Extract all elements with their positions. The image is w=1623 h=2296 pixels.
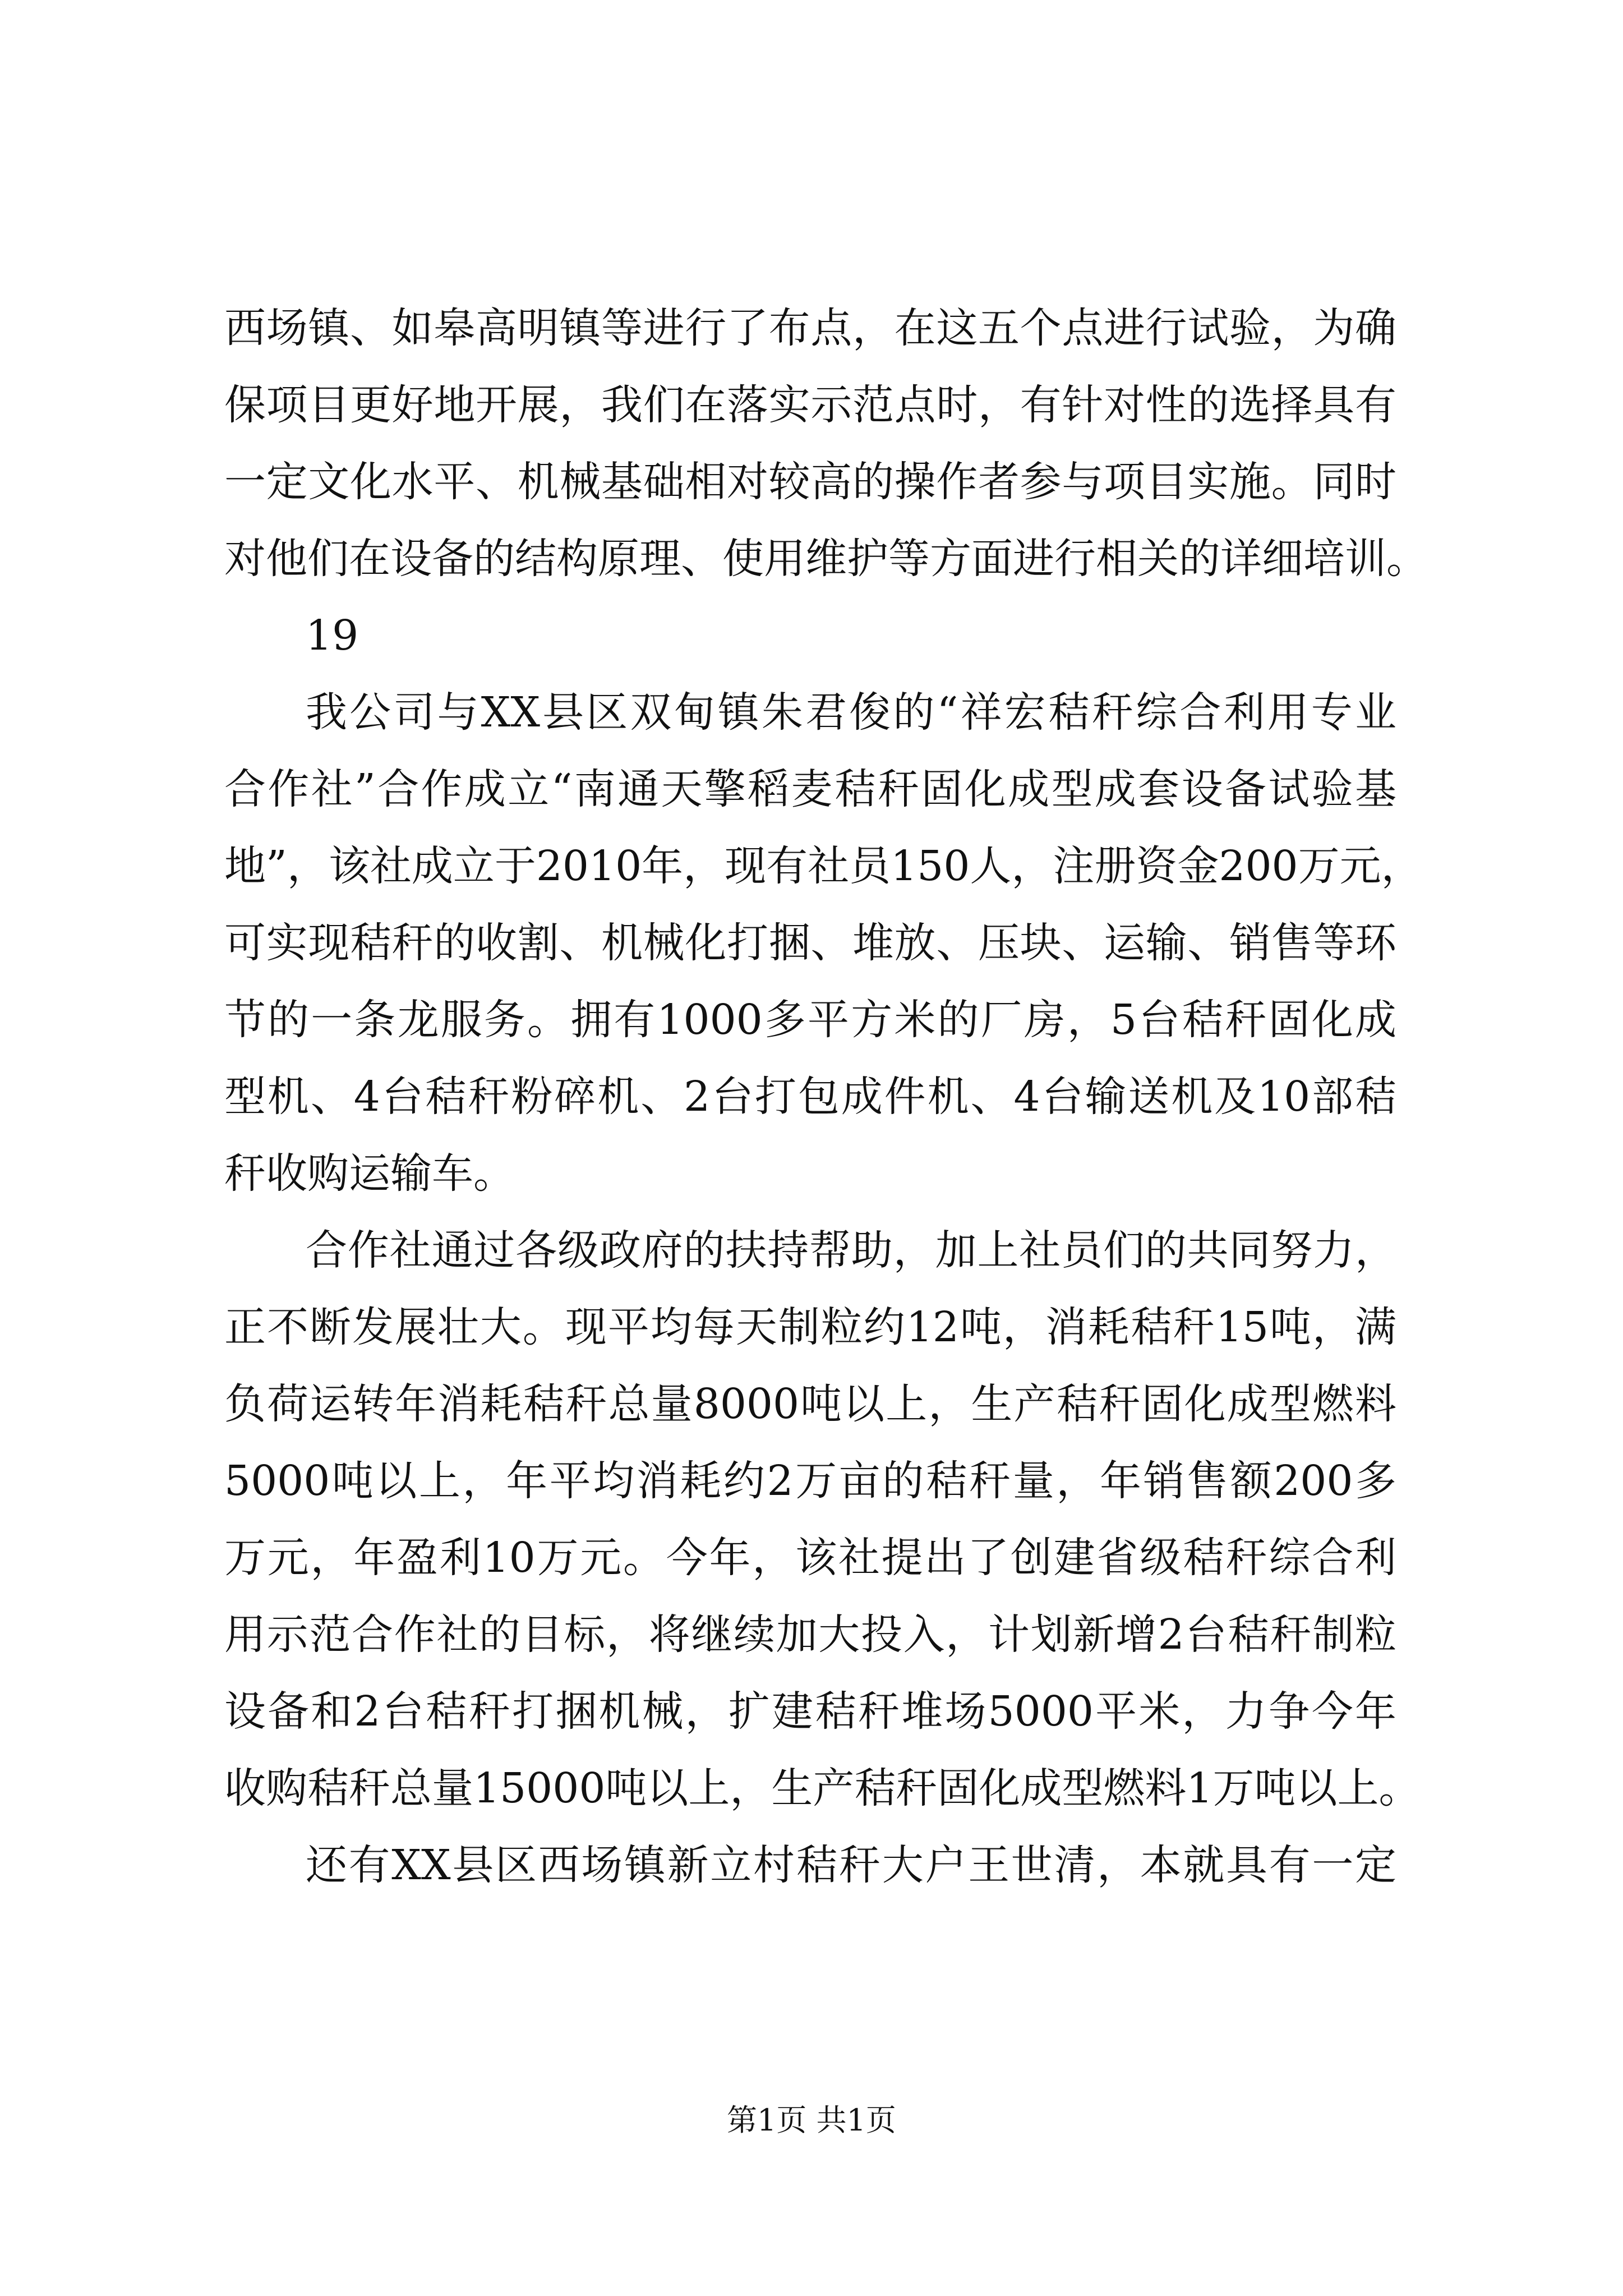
text-line-content: 用示范合作社的目标，将继续加大投入，计划新增2台秸秆制粒 xyxy=(224,1611,1396,1659)
text-line-content: 保项目更好地开展，我们在落实示范点时，有针对性的选择具有 xyxy=(224,381,1396,429)
text-line-content: 5000吨以上，年平均消耗约2万亩的秸秆量，年销售额200多 xyxy=(224,1457,1396,1505)
text-line-content: 合作社通过各级政府的扶持帮助，加上社员们的共同努力， xyxy=(306,1226,1396,1274)
text-line-content: 秆收购运输车。 xyxy=(224,1149,515,1198)
page-footer xyxy=(0,2101,1623,2140)
text-line-content: 节的一条龙服务。拥有1000多平方米的厂房，5台秸秆固化成 xyxy=(224,996,1396,1044)
text-line-content: 可实现秸秆的收割、机械化打捆、堆放、压块、运输、销售等环 xyxy=(224,919,1396,967)
text-line-content: 对他们在设备的结构原理、使用维护等方面进行相关的详细培训。 xyxy=(224,535,1428,583)
text-line-content: 西场镇、如皋高明镇等进行了布点，在这五个点进行试验，为确 xyxy=(224,304,1396,352)
text-line-content: 还有XX县区西场镇新立村秸秆大户王世清，本就具有一定 xyxy=(306,1841,1396,1889)
text-line-content: 正不断发展壮大。现平均每天制粒约12吨，消耗秸秆15吨，满 xyxy=(224,1303,1396,1351)
text-line-content: 合作社”合作成立“南通天擎稻麦秸秆固化成型成套设备试验基 xyxy=(224,765,1396,813)
text-line-content: 型机、4台秸秆粉碎机、2台打包成件机、4台输送机及10部秸 xyxy=(224,1073,1396,1121)
text-line-content: 我公司与XX县区双甸镇朱君俊的“祥宏秸秆综合利用专业 xyxy=(306,688,1396,737)
text-line-content: 一定文化水平、机械基础相对较高的操作者参与项目实施。同时 xyxy=(224,458,1396,506)
page-number-label: 第1页 共1页 xyxy=(727,2102,896,2138)
text-line-content: 万元，年盈利10万元。今年，该社提出了创建省级秸秆综合利 xyxy=(224,1534,1396,1582)
text-line-content: 地”，该社成立于2010年，现有社员150人，注册资金200万元， xyxy=(224,842,1423,890)
section-number: 19 xyxy=(306,611,359,660)
text-line-content: 负荷运转年消耗秸秆总量8000吨以上，生产秸秆固化成型燃料 xyxy=(224,1380,1396,1428)
text-line-content: 设备和2台秸秆打捆机械，扩建秸秆堆场5000平米，力争今年 xyxy=(224,1687,1396,1736)
text-line-content: 收购秸秆总量15000吨以上，生产秸秆固化成型燃料1万吨以上。 xyxy=(224,1764,1421,1812)
